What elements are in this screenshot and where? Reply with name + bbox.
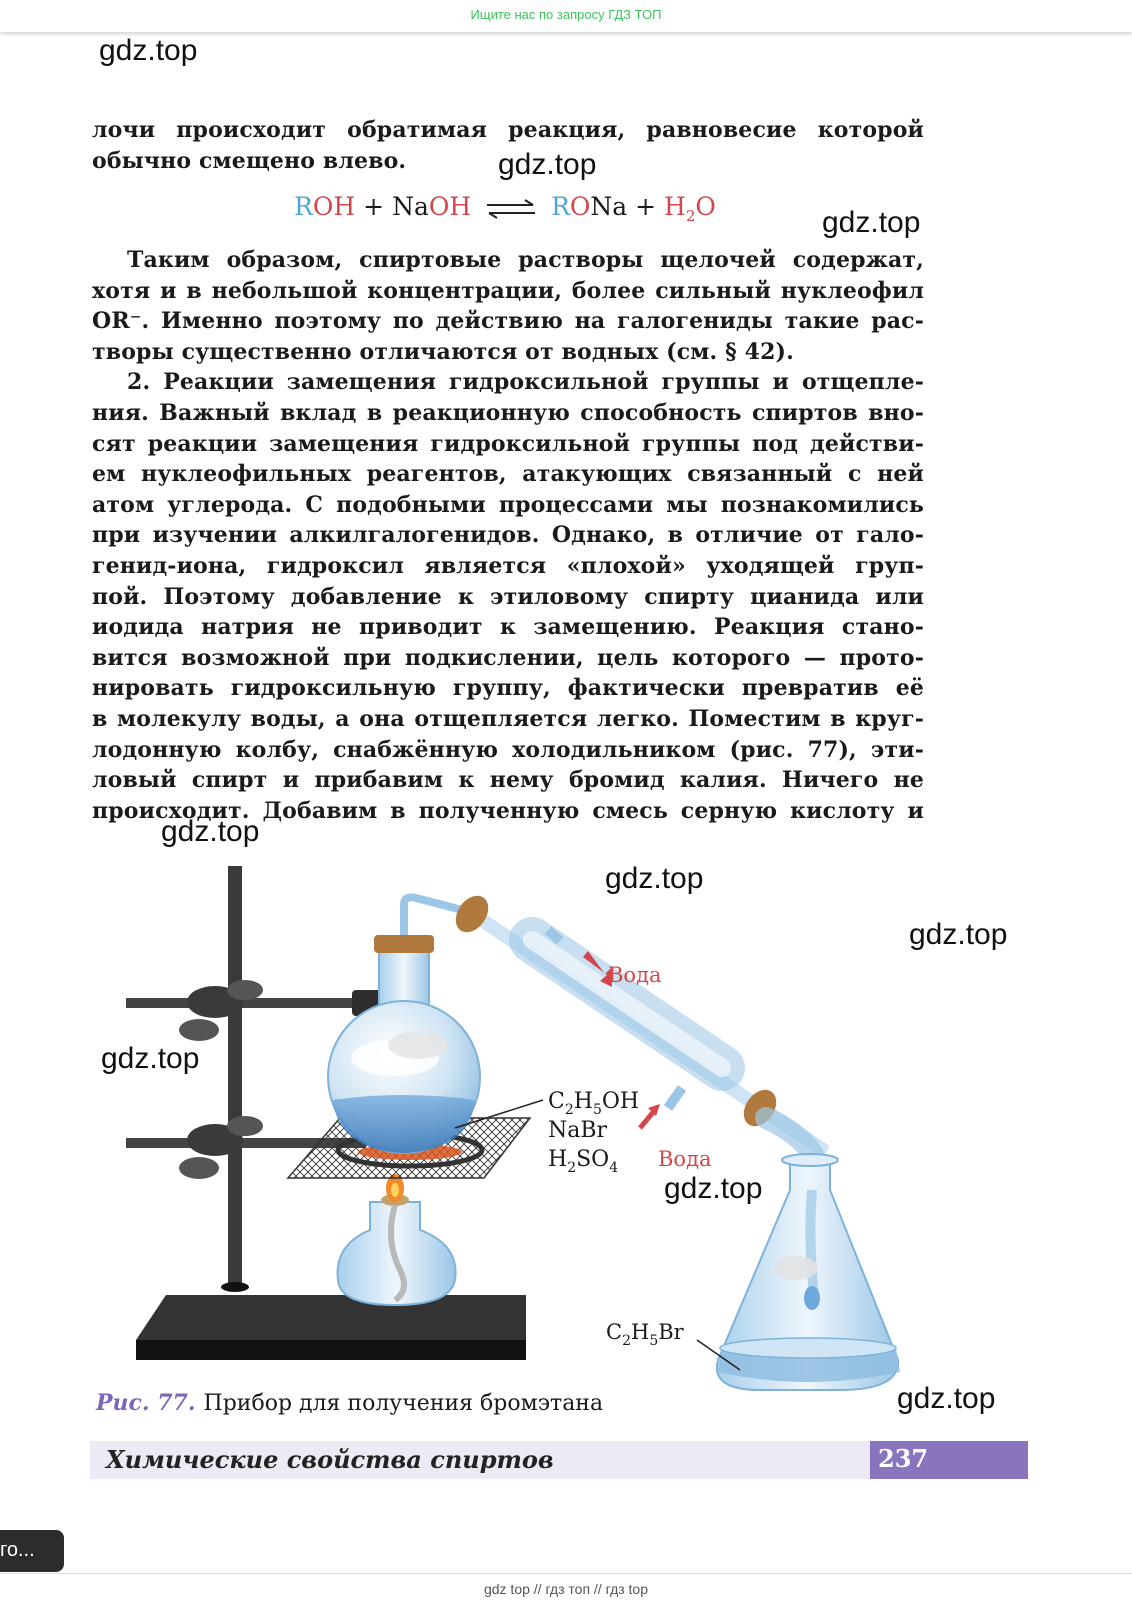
- text-line: атом углерода. С подобными процессами мы познакомились: [92, 491, 924, 518]
- eq-part: H: [664, 192, 686, 221]
- stand-rod: [228, 866, 242, 1286]
- text-line: нировать гидроксильную группу, фактически превратив её: [92, 675, 924, 702]
- eq-part: R: [551, 192, 570, 221]
- footer-title: Химические свойства спиртов: [106, 1445, 554, 1474]
- caption-label: Рис. 77.: [96, 1390, 196, 1416]
- eq-part: R: [294, 192, 313, 221]
- text-line: вится возможной при подкислении, цель которого — прото-: [92, 644, 924, 671]
- eq-part: O: [569, 192, 591, 221]
- watermark: gdz.top: [897, 1382, 996, 1415]
- mix-label-ethanol: $C_2H_5OH$: [548, 1089, 640, 1118]
- watermark: gdz.top: [498, 148, 597, 181]
- stand-base: [136, 1295, 526, 1360]
- toast-text: го...: [0, 1539, 35, 1561]
- eq-part: + Na: [355, 192, 429, 221]
- round-bottom-flask: [328, 935, 480, 1153]
- water-in-label: Вода: [608, 963, 662, 987]
- page-number-text: 237: [878, 1444, 929, 1473]
- text-line: происходит. Добавим в полученную смесь серную кислоту и: [92, 797, 924, 824]
- water-out-label: Вода: [658, 1147, 712, 1171]
- eq-part: O: [695, 192, 716, 221]
- eq-part: OH: [312, 192, 356, 221]
- text-line: при изучении алкилгалогенидов. Однако, в отличие от гало-: [92, 522, 924, 549]
- text-line: лочи происходит обратимая реакция, равновесие которой: [92, 117, 924, 143]
- text-line: в молекулу воды, а она отщепляется легко. Поместим в круг-: [92, 705, 924, 732]
- eq-part: 2: [685, 207, 696, 225]
- text-line: хотя и в небольшой концентрации, более сильный нуклеофил: [92, 277, 924, 304]
- text-line: лодонную колбу, снабжённую холодильником (рис. 77), эти-: [92, 736, 924, 763]
- mix-label-nabr: NaBr: [548, 1118, 608, 1143]
- eq-part: OH: [428, 192, 472, 221]
- watermark: gdz.top: [909, 918, 1008, 951]
- text-line: творы существенно отличаются от водных (см. § 42).: [92, 338, 794, 365]
- mix-label-acid: $H_2SO_4$: [548, 1147, 619, 1176]
- bottom-bar: [0, 1573, 1132, 1606]
- watermark: gdz.top: [101, 1042, 200, 1075]
- watermark: gdz.top: [605, 862, 704, 895]
- text-line: обычно смещено влево.: [92, 147, 407, 174]
- text-line: пой. Поэтому добавление к этиловому спирту цианида или: [92, 583, 924, 610]
- text-line: ловый спирт и прибавим к нему бромид калия. Ничего не: [92, 767, 924, 794]
- text-line: ем нуклеофильных реагентов, атакующих связанный с ней: [92, 461, 924, 488]
- text-line: Таким образом, спиртовые растворы щелочей содержат,: [127, 247, 924, 273]
- product-label: $C_2H_5Br$: [606, 1320, 684, 1349]
- page-number: [870, 1441, 1028, 1479]
- watermark: gdz.top: [822, 206, 921, 239]
- caption-text: Прибор для получения бромэтана: [203, 1391, 604, 1416]
- top-banner-text: Ищите нас по запросу ГДЗ ТОП: [470, 7, 662, 22]
- bottom-bar-text: gdz top // гдз топ // гдз top: [483, 1581, 649, 1597]
- eq-part: Na +: [590, 192, 665, 221]
- watermark: gdz.top: [664, 1172, 763, 1205]
- watermark: gdz.top: [99, 34, 198, 67]
- text-line: сят реакции замещения гидроксильной группы под действи-: [92, 430, 924, 457]
- toast-tab[interactable]: [0, 1530, 64, 1572]
- section-heading-line: 2. Реакции замещения гидроксильной группы и отщепле-: [127, 369, 924, 396]
- watermark: gdz.top: [161, 815, 260, 848]
- figure-caption: [96, 1390, 603, 1416]
- text-line: генид-иона, гидроксил является «плохой» уходящей груп-: [92, 552, 924, 579]
- spirit-lamp: [338, 1174, 456, 1305]
- text-line: иодида натрия не приводит к замещению. Реакция стано-: [92, 614, 924, 641]
- text-line: ния. Важный вклад в реакционную способность спиртов вно-: [92, 399, 924, 426]
- text-line: OR⁻. Именно поэтому по действию на галогениды такие рас-: [92, 308, 924, 335]
